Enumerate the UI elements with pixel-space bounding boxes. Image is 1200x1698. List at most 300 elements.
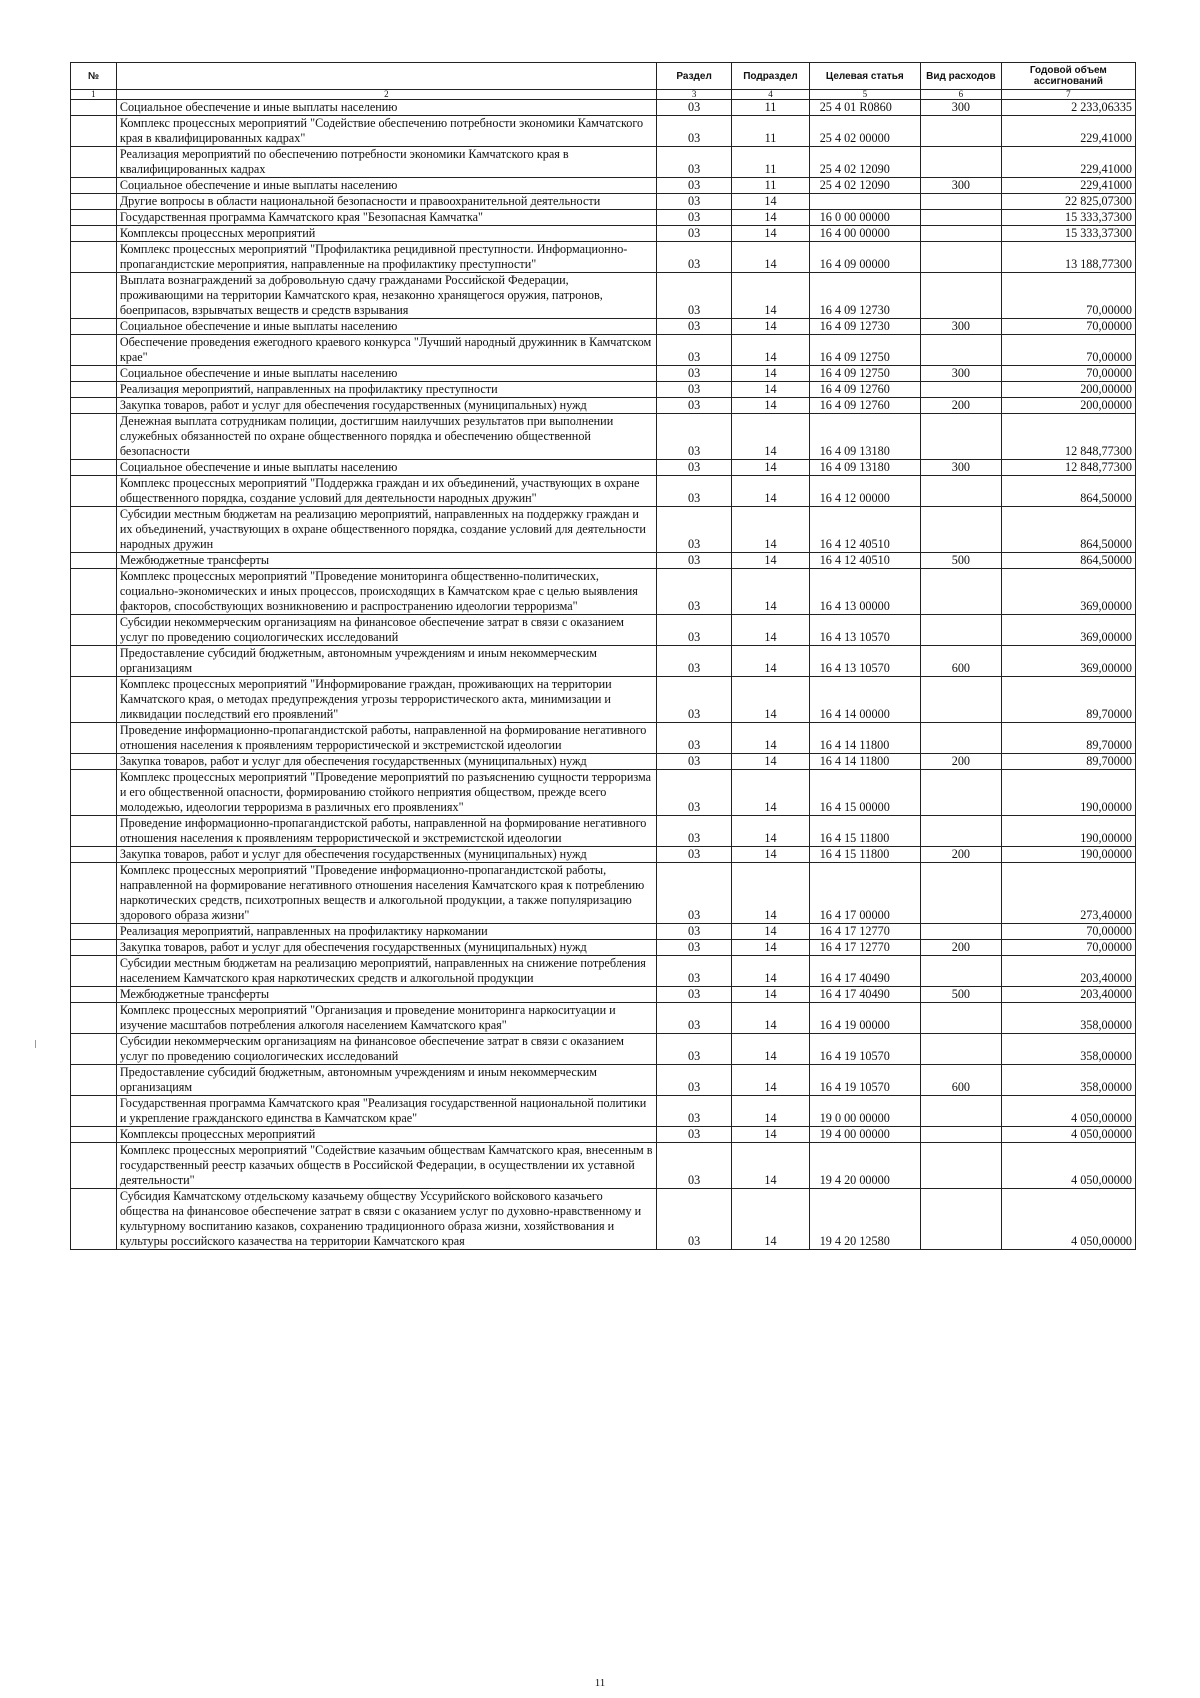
row-razdel: 03: [656, 1189, 731, 1250]
row-podrazdel: 14: [732, 414, 809, 460]
table-row: [71, 1096, 1136, 1127]
row-razdel: 03: [656, 677, 731, 723]
row-razdel: 03: [656, 335, 731, 366]
row-razdel: 03: [656, 382, 731, 398]
row-vid: [921, 1003, 1002, 1034]
table-row: [71, 319, 1136, 335]
row-sum: 70,00000: [1001, 366, 1135, 382]
row-podrazdel: 14: [732, 723, 809, 754]
row-sum: 190,00000: [1001, 816, 1135, 847]
row-sum: 2 233,06335: [1001, 100, 1135, 116]
row-statya: [809, 194, 920, 210]
row-no: [71, 382, 117, 398]
row-sum: 358,00000: [1001, 1065, 1135, 1096]
table-row: [71, 273, 1136, 319]
row-name: Предоставление субсидий бюджетным, автономным учреждениям и иным некоммерческим организациям: [116, 646, 656, 677]
row-statya: 16 4 09 00000: [809, 242, 920, 273]
row-name: Комплекс процессных мероприятий "Поддержка граждан и их объединений, участвующих в охране общественного порядка, создание условий для деятельности народных дружин": [116, 476, 656, 507]
row-sum: 864,50000: [1001, 476, 1135, 507]
row-podrazdel: 14: [732, 956, 809, 987]
row-statya: 25 4 01 R0860: [809, 100, 920, 116]
row-statya: 16 4 09 12750: [809, 335, 920, 366]
table-row: [71, 770, 1136, 816]
row-razdel: 03: [656, 646, 731, 677]
row-statya: 16 4 14 11800: [809, 754, 920, 770]
row-no: [71, 460, 117, 476]
row-podrazdel: 14: [732, 242, 809, 273]
table-row: [71, 116, 1136, 147]
row-podrazdel: 14: [732, 569, 809, 615]
row-statya: 19 0 00 00000: [809, 1096, 920, 1127]
table-row: [71, 646, 1136, 677]
row-no: [71, 1127, 117, 1143]
row-sum: 358,00000: [1001, 1003, 1135, 1034]
row-podrazdel: 14: [732, 319, 809, 335]
row-vid: 500: [921, 987, 1002, 1003]
row-razdel: 03: [656, 273, 731, 319]
row-razdel: 03: [656, 1034, 731, 1065]
row-vid: [921, 226, 1002, 242]
row-sum: 12 848,77300: [1001, 414, 1135, 460]
row-name: Реализация мероприятий, направленных на профилактику преступности: [116, 382, 656, 398]
row-podrazdel: 14: [732, 194, 809, 210]
row-name: Комплексы процессных мероприятий: [116, 1127, 656, 1143]
row-statya: 16 4 19 10570: [809, 1065, 920, 1096]
row-razdel: 03: [656, 366, 731, 382]
row-podrazdel: 14: [732, 1143, 809, 1189]
row-vid: [921, 569, 1002, 615]
row-name: Государственная программа Камчатского края "Безопасная Камчатка": [116, 210, 656, 226]
row-vid: [921, 476, 1002, 507]
row-statya: 16 4 09 13180: [809, 460, 920, 476]
row-no: [71, 987, 117, 1003]
row-podrazdel: 14: [732, 366, 809, 382]
table-row: [71, 863, 1136, 924]
row-statya: 16 4 13 00000: [809, 569, 920, 615]
row-statya: 16 4 17 40490: [809, 987, 920, 1003]
row-statya: 16 0 00 00000: [809, 210, 920, 226]
row-podrazdel: 14: [732, 553, 809, 569]
row-razdel: 03: [656, 1096, 731, 1127]
row-vid: 300: [921, 366, 1002, 382]
table-row: [71, 194, 1136, 210]
table-body: [71, 100, 1136, 1250]
row-vid: 300: [921, 319, 1002, 335]
row-no: [71, 194, 117, 210]
table-row: [71, 569, 1136, 615]
row-podrazdel: 14: [732, 863, 809, 924]
row-podrazdel: 14: [732, 507, 809, 553]
row-statya: 16 4 15 11800: [809, 847, 920, 863]
table-row: [71, 723, 1136, 754]
row-podrazdel: 14: [732, 1189, 809, 1250]
row-vid: [921, 382, 1002, 398]
row-name: Комплекс процессных мероприятий "Содействие казачьим обществам Камчатского края, внесенным в государственный реестр казачьих обществ в Российской Федерации, в осуществлении их уставной деятельности": [116, 1143, 656, 1189]
row-razdel: 03: [656, 319, 731, 335]
row-sum: 203,40000: [1001, 956, 1135, 987]
table-row: [71, 847, 1136, 863]
row-no: [71, 242, 117, 273]
row-name: Проведение информационно-пропагандистской работы, направленной на формирование негативного отношения населения к проявлениям террористической и экстремистской идеологии: [116, 816, 656, 847]
row-razdel: 03: [656, 460, 731, 476]
row-vid: 200: [921, 754, 1002, 770]
table-row: [71, 242, 1136, 273]
row-podrazdel: 14: [732, 940, 809, 956]
row-sum: 190,00000: [1001, 847, 1135, 863]
row-vid: [921, 677, 1002, 723]
row-sum: 89,70000: [1001, 754, 1135, 770]
row-vid: [921, 924, 1002, 940]
row-podrazdel: 14: [732, 1065, 809, 1096]
row-name: Обеспечение проведения ежегодного краевого конкурса "Лучший народный дружинник в Камчатском крае": [116, 335, 656, 366]
row-name: Комплекс процессных мероприятий "Проведение мероприятий по разъяснению сущности терроризма и его общественной опасности, формированию стойкого неприятия обществом, прежде всего молодежью, идеологии терроризма в различных его проявлениях": [116, 770, 656, 816]
row-no: [71, 723, 117, 754]
table-row: [71, 398, 1136, 414]
header-statya: Целевая статья: [809, 63, 920, 90]
row-podrazdel: 14: [732, 770, 809, 816]
row-name: Проведение информационно-пропагандистской работы, направленной на формирование негативного отношения населения к проявлениям террористической и экстремистской идеологии: [116, 723, 656, 754]
row-name: Социальное обеспечение и иные выплаты населению: [116, 319, 656, 335]
row-name: Государственная программа Камчатского края "Реализация государственной национальной политики и укрепление гражданского единства в Камчатском крае": [116, 1096, 656, 1127]
row-no: [71, 677, 117, 723]
row-statya: 16 4 14 00000: [809, 677, 920, 723]
row-vid: [921, 816, 1002, 847]
table-row: [71, 1127, 1136, 1143]
row-podrazdel: 14: [732, 335, 809, 366]
row-vid: [921, 507, 1002, 553]
row-razdel: 03: [656, 507, 731, 553]
row-statya: 16 4 09 12760: [809, 398, 920, 414]
row-razdel: 03: [656, 1127, 731, 1143]
row-name: Закупка товаров, работ и услуг для обеспечения государственных (муниципальных) нужд: [116, 754, 656, 770]
table-row: [71, 1003, 1136, 1034]
table-row: [71, 226, 1136, 242]
table-row: [71, 178, 1136, 194]
row-statya: 16 4 09 12730: [809, 319, 920, 335]
row-sum: 70,00000: [1001, 273, 1135, 319]
table-row: [71, 147, 1136, 178]
table-row: [71, 335, 1136, 366]
row-no: [71, 553, 117, 569]
row-no: [71, 1189, 117, 1250]
row-sum: 89,70000: [1001, 723, 1135, 754]
table-row: [71, 210, 1136, 226]
row-vid: [921, 116, 1002, 147]
row-no: [71, 646, 117, 677]
row-sum: 12 848,77300: [1001, 460, 1135, 476]
row-name: Комплексы процессных мероприятий: [116, 226, 656, 242]
row-no: [71, 226, 117, 242]
row-razdel: 03: [656, 116, 731, 147]
row-razdel: 03: [656, 1003, 731, 1034]
table-row: [71, 366, 1136, 382]
row-no: [71, 1143, 117, 1189]
row-razdel: 03: [656, 194, 731, 210]
row-razdel: 03: [656, 147, 731, 178]
row-razdel: 03: [656, 723, 731, 754]
row-no: [71, 1065, 117, 1096]
row-razdel: 03: [656, 987, 731, 1003]
row-no: [71, 1003, 117, 1034]
row-vid: 200: [921, 940, 1002, 956]
row-statya: 16 4 17 12770: [809, 940, 920, 956]
table-row: [71, 553, 1136, 569]
row-podrazdel: 14: [732, 1096, 809, 1127]
row-razdel: 03: [656, 615, 731, 646]
row-name: Комплекс процессных мероприятий "Информирование граждан, проживающих на территории Камчатского края, о методах предупреждения угрозы террористического акта, минимизации и ликвидации последствий его проявлений": [116, 677, 656, 723]
row-sum: 200,00000: [1001, 398, 1135, 414]
table-row: [71, 1189, 1136, 1250]
row-sum: 70,00000: [1001, 924, 1135, 940]
row-no: [71, 335, 117, 366]
row-no: [71, 754, 117, 770]
row-vid: [921, 1143, 1002, 1189]
col-number: 4: [732, 90, 809, 100]
row-vid: 600: [921, 646, 1002, 677]
row-sum: 200,00000: [1001, 382, 1135, 398]
row-razdel: 03: [656, 956, 731, 987]
table-row: [71, 615, 1136, 646]
row-name: Субсидия Камчатскому отдельскому казачьему обществу Уссурийского войскового казачьего общества на финансовое обеспечение затрат в связи с оказанием услуг по духовно-нравственному и культурному воспитанию казаков, сохранению традиционного образа жизни, хозяйствования и культуры российского казачества на территории Камчатского края: [116, 1189, 656, 1250]
row-podrazdel: 14: [732, 847, 809, 863]
row-statya: 16 4 19 10570: [809, 1034, 920, 1065]
row-no: [71, 116, 117, 147]
row-no: [71, 210, 117, 226]
row-name: Другие вопросы в области национальной безопасности и правоохранительной деятельности: [116, 194, 656, 210]
row-name: Субсидии некоммерческим организациям на финансовое обеспечение затрат в связи с оказанием услуг по проведению социологических исследований: [116, 615, 656, 646]
row-vid: 300: [921, 178, 1002, 194]
row-statya: 25 4 02 12090: [809, 147, 920, 178]
row-no: [71, 615, 117, 646]
row-statya: 16 4 09 12730: [809, 273, 920, 319]
row-podrazdel: 14: [732, 754, 809, 770]
row-statya: 16 4 13 10570: [809, 615, 920, 646]
row-podrazdel: 11: [732, 178, 809, 194]
row-podrazdel: 11: [732, 116, 809, 147]
row-podrazdel: 14: [732, 460, 809, 476]
row-razdel: 03: [656, 100, 731, 116]
row-sum: 273,40000: [1001, 863, 1135, 924]
row-vid: [921, 273, 1002, 319]
row-sum: 358,00000: [1001, 1034, 1135, 1065]
column-number-row: [71, 90, 1136, 100]
row-sum: 369,00000: [1001, 615, 1135, 646]
table-row: [71, 382, 1136, 398]
row-name: Закупка товаров, работ и услуг для обеспечения государственных (муниципальных) нужд: [116, 940, 656, 956]
row-no: [71, 847, 117, 863]
row-sum: 13 188,77300: [1001, 242, 1135, 273]
row-name: Денежная выплата сотрудникам полиции, достигшим наилучших результатов при выполнении служебных обязанностей по охране общественного порядка и обеспечению общественной безопасности: [116, 414, 656, 460]
row-vid: [921, 1127, 1002, 1143]
row-no: [71, 956, 117, 987]
row-sum: 864,50000: [1001, 553, 1135, 569]
row-razdel: 03: [656, 816, 731, 847]
row-sum: 4 050,00000: [1001, 1143, 1135, 1189]
row-name: Субсидии местным бюджетам на реализацию мероприятий, направленных на поддержку граждан и их объединений, участвующих в охране общественного порядка, создание условий для деятельности народных дружин: [116, 507, 656, 553]
row-statya: 16 4 19 00000: [809, 1003, 920, 1034]
row-no: [71, 863, 117, 924]
row-name: Субсидии некоммерческим организациям на финансовое обеспечение затрат в связи с оказанием услуг по проведению социологических исследований: [116, 1034, 656, 1065]
row-name: Выплата вознаграждений за добровольную сдачу гражданами Российской Федерации, проживающими на территории Камчатского края, незаконно хранящегося оружия, патронов, боеприпасов, взрывчатых веществ и средств взрывания: [116, 273, 656, 319]
row-statya: 16 4 17 00000: [809, 863, 920, 924]
row-name: Социальное обеспечение и иные выплаты населению: [116, 460, 656, 476]
row-vid: [921, 414, 1002, 460]
table-row: [71, 1034, 1136, 1065]
row-sum: 70,00000: [1001, 335, 1135, 366]
row-name: Социальное обеспечение и иные выплаты населению: [116, 178, 656, 194]
row-no: [71, 569, 117, 615]
row-statya: 19 4 20 12580: [809, 1189, 920, 1250]
row-razdel: 03: [656, 414, 731, 460]
table-row: [71, 100, 1136, 116]
row-sum: 70,00000: [1001, 940, 1135, 956]
table-row: [71, 940, 1136, 956]
row-name: Субсидии местным бюджетам на реализацию мероприятий, направленных на снижение потребления населением Камчатского края наркотических средств и алкогольной продукции: [116, 956, 656, 987]
row-name: Межбюджетные трансферты: [116, 553, 656, 569]
row-vid: [921, 956, 1002, 987]
header-podrazdel: Подраздел: [732, 63, 809, 90]
row-vid: 600: [921, 1065, 1002, 1096]
row-no: [71, 816, 117, 847]
table-row: [71, 924, 1136, 940]
row-statya: 16 4 09 12750: [809, 366, 920, 382]
row-vid: 300: [921, 460, 1002, 476]
row-vid: 300: [921, 100, 1002, 116]
row-podrazdel: 14: [732, 273, 809, 319]
row-no: [71, 770, 117, 816]
row-sum: 4 050,00000: [1001, 1189, 1135, 1250]
row-razdel: 03: [656, 770, 731, 816]
row-vid: [921, 1096, 1002, 1127]
row-razdel: 03: [656, 476, 731, 507]
row-sum: 4 050,00000: [1001, 1127, 1135, 1143]
header-no: №: [71, 63, 117, 90]
row-vid: [921, 723, 1002, 754]
col-number: 2: [116, 90, 656, 100]
row-razdel: 03: [656, 210, 731, 226]
row-razdel: 03: [656, 1143, 731, 1189]
row-vid: 200: [921, 847, 1002, 863]
row-name: Предоставление субсидий бюджетным, автономным учреждениям и иным некоммерческим организациям: [116, 1065, 656, 1096]
row-podrazdel: 14: [732, 924, 809, 940]
row-name: Комплекс процессных мероприятий "Организация и проведение мониторинга наркоситуации и изучение масштабов потребления алкоголя населением Камчатского края": [116, 1003, 656, 1034]
row-no: [71, 414, 117, 460]
row-sum: 70,00000: [1001, 319, 1135, 335]
table-row: [71, 1065, 1136, 1096]
row-sum: 369,00000: [1001, 646, 1135, 677]
row-statya: 16 4 17 40490: [809, 956, 920, 987]
row-statya: 25 4 02 00000: [809, 116, 920, 147]
table-row: [71, 460, 1136, 476]
row-podrazdel: 14: [732, 226, 809, 242]
row-name: Комплекс процессных мероприятий "Содействие обеспечению потребности экономики Камчатского края в квалифицированных кадрах": [116, 116, 656, 147]
table-row: [71, 1143, 1136, 1189]
row-no: [71, 924, 117, 940]
header-sum: Годовой объем ассигнований: [1001, 63, 1135, 90]
col-number: 1: [71, 90, 117, 100]
row-name: Закупка товаров, работ и услуг для обеспечения государственных (муниципальных) нужд: [116, 847, 656, 863]
row-name: Комплекс процессных мероприятий "Проведение информационно-пропагандистской работы, направленной на формирование негативного отношения населения Камчатского края к потреблению наркотических средств, психотропных веществ и алкогольной продукции, а также популяризацию здорового образа жизни": [116, 863, 656, 924]
row-sum: 864,50000: [1001, 507, 1135, 553]
row-sum: 190,00000: [1001, 770, 1135, 816]
table-row: [71, 677, 1136, 723]
row-vid: [921, 210, 1002, 226]
row-statya: 16 4 12 40510: [809, 553, 920, 569]
row-statya: 16 4 09 13180: [809, 414, 920, 460]
header-vid: Вид расходов: [921, 63, 1002, 90]
row-razdel: 03: [656, 178, 731, 194]
row-sum: 22 825,07300: [1001, 194, 1135, 210]
row-name: Комплекс процессных мероприятий "Проведение мониторинга общественно-политических, социально-экономических и иных процессов, происходящих в Камчатском крае с целью выявления факторов, способствующих возникновению и распространению идеологии терроризма": [116, 569, 656, 615]
row-podrazdel: 14: [732, 476, 809, 507]
row-statya: 16 4 12 00000: [809, 476, 920, 507]
col-number: 3: [656, 90, 731, 100]
page-number: 11: [594, 1677, 606, 1689]
row-vid: [921, 335, 1002, 366]
row-name: Реализация мероприятий по обеспечению потребности экономики Камчатского края в квалифицированных кадрах: [116, 147, 656, 178]
col-number: 5: [809, 90, 920, 100]
row-no: [71, 319, 117, 335]
row-no: [71, 476, 117, 507]
row-statya: 16 4 12 40510: [809, 507, 920, 553]
table-row: [71, 414, 1136, 460]
row-no: [71, 366, 117, 382]
row-statya: 25 4 02 12090: [809, 178, 920, 194]
row-sum: 89,70000: [1001, 677, 1135, 723]
table-row: [71, 507, 1136, 553]
scan-mark: [35, 1040, 36, 1048]
row-razdel: 03: [656, 226, 731, 242]
row-sum: 229,41000: [1001, 116, 1135, 147]
col-number: 6: [921, 90, 1002, 100]
row-vid: [921, 147, 1002, 178]
row-podrazdel: 14: [732, 646, 809, 677]
row-name: Комплекс процессных мероприятий "Профилактика рецидивной преступности. Информационно-пропагандистские мероприятия, направленные на профилактику преступности": [116, 242, 656, 273]
row-no: [71, 1034, 117, 1065]
row-statya: 19 4 00 00000: [809, 1127, 920, 1143]
row-statya: 16 4 09 12760: [809, 382, 920, 398]
row-no: [71, 940, 117, 956]
row-sum: 15 333,37300: [1001, 210, 1135, 226]
row-podrazdel: 14: [732, 987, 809, 1003]
row-vid: [921, 615, 1002, 646]
row-statya: 16 4 15 00000: [809, 770, 920, 816]
row-podrazdel: 14: [732, 1127, 809, 1143]
row-podrazdel: 14: [732, 398, 809, 414]
row-sum: 229,41000: [1001, 178, 1135, 194]
row-vid: [921, 1034, 1002, 1065]
row-sum: 4 050,00000: [1001, 1096, 1135, 1127]
table-row: [71, 476, 1136, 507]
row-no: [71, 100, 117, 116]
col-number: 7: [1001, 90, 1135, 100]
table-row: [71, 816, 1136, 847]
row-vid: [921, 863, 1002, 924]
row-razdel: 03: [656, 398, 731, 414]
row-vid: 500: [921, 553, 1002, 569]
row-razdel: 03: [656, 940, 731, 956]
header-row: [71, 63, 1136, 90]
row-razdel: 03: [656, 924, 731, 940]
row-no: [71, 178, 117, 194]
row-no: [71, 507, 117, 553]
row-podrazdel: 11: [732, 147, 809, 178]
row-vid: 200: [921, 398, 1002, 414]
row-podrazdel: 14: [732, 816, 809, 847]
row-statya: 16 4 17 12770: [809, 924, 920, 940]
row-razdel: 03: [656, 863, 731, 924]
table-row: [71, 754, 1136, 770]
